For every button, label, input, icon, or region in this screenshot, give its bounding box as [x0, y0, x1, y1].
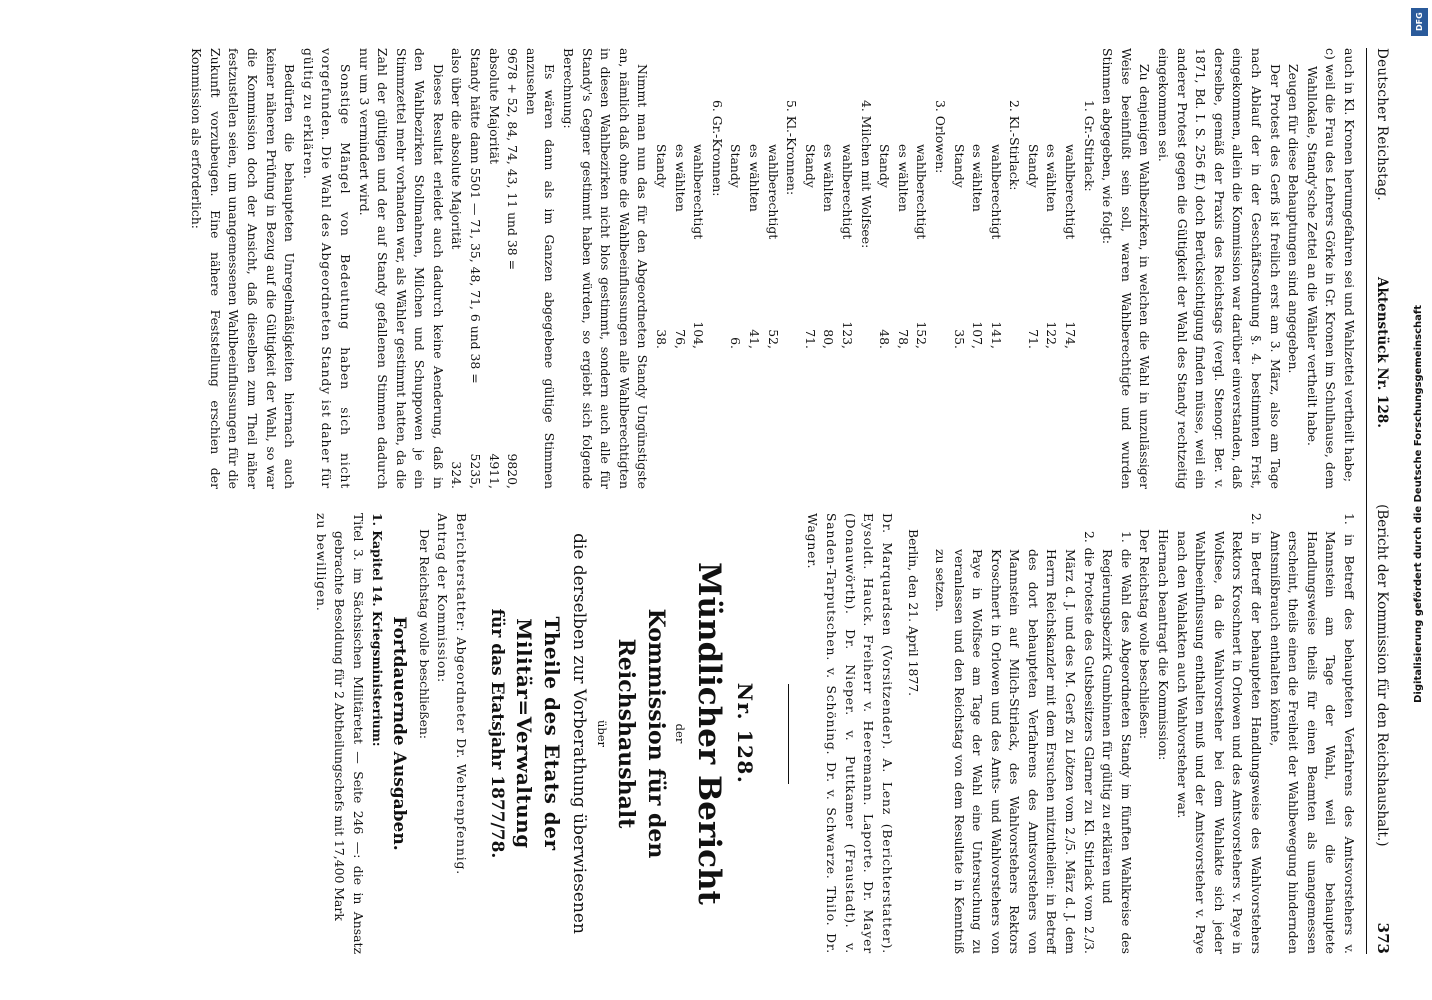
paragraph: auch in Kl. Kronen herumgefahren sei und Wahlzettel vertheilt habe; [1342, 48, 1357, 483]
row-value: 141, [988, 321, 1004, 349]
row-value: 48. [877, 329, 893, 349]
chapter-heading: 1. Kapitel 14. Kriegsministerium: [369, 513, 385, 747]
calc-value: 4911, [486, 453, 502, 489]
paragraph: Zeugen für diese Behauptungen sind angegeben. [1286, 64, 1302, 374]
district-name: 1. Gr.-Stirlack: [1081, 100, 1097, 192]
district-list [651, 48, 1097, 489]
reporter-line: Berichterstatter: Abgeordneter Dr. Wehrenpfennig. [454, 513, 469, 875]
calculation [447, 48, 521, 489]
header-title: Deutscher Reichstag. [1374, 48, 1390, 201]
row-label: Standy [1025, 144, 1041, 188]
district [875, 48, 949, 489]
commission-title: Kommission für den Reichshaushalt [612, 608, 669, 859]
row-label: es wählten [895, 144, 911, 212]
paragraph: Der Reichstag wolle beschließen: [1137, 529, 1153, 740]
district [949, 48, 1023, 489]
row-label: Standy [654, 144, 670, 188]
header-rule [1366, 48, 1367, 954]
left-column [38, 48, 1358, 489]
calc-value: 324. [449, 461, 465, 489]
row-label: wahlberechtigt [1063, 144, 1079, 240]
list-item: 1. in Betreff des behaupteten Verfahrens des Amtsvorstehers v. Mannstein am Tage der Wahl, weil die behauptete Handlungsweise theils für einen Beamten als unangemessen erscheint, theils einen die Freiheit der Wahlbewegung hindernden Amtsmißbrauch enthalten könnte, [1267, 513, 1357, 954]
row-label: Standy [951, 144, 967, 188]
paragraph: Sonstige Mängel von Bedeutung haben sich nicht vorgefunden. Die Wahl des Abgeordneten Standy ist daher für gültig zu erklären. [300, 48, 353, 489]
row-value: 52, [765, 329, 781, 349]
section-heading: Fortdauernde Ausgaben. [389, 616, 410, 851]
title-connector: über [594, 719, 609, 748]
row-label: es wählten [1044, 144, 1060, 212]
signatories: Dr. Marquardsen (Vorsitzender). A. Lenz (Berichterstatter). Eysoldt. Hauck. Freiherr v. Heeremann. Laporte. Dr. Mayer (Donauwörth). Dr. Nieper. v. Puttkamer (Fraustadt). v. Sanden-Tarputschen. v. Schöning. Dr. v. Schwarze. Thilo. Dr. Wagner. [805, 513, 895, 954]
list-item: 1. die Wahl des Abgeordneten Standy im fünften Wahlkreise des Regierungsbezirk Gumbinnen für gültig zu erklären und [1100, 531, 1134, 954]
paragraph: Nimmt man nun das für den Abgeordneten Standy Ungünstigste an, nämlich daß ohne die Wahlbeeinflussungen alle Wahlberechtigten in diesen Wahlbezirken nicht blos gestimmt, sondern auch alle für Standy's Gegner gestimmt haben würden, so ergiebt sich folgende Berechnung: [561, 48, 651, 489]
row-label: es wählten [821, 144, 837, 212]
row-label: Standy [802, 144, 818, 188]
calc-label: absolute Majorität [486, 48, 502, 164]
row-label: wahlberechtigt [914, 144, 930, 240]
district-name: 3. Orlowen: [932, 100, 948, 174]
right-column [38, 513, 1358, 954]
paragraph: Der Reichstag wolle beschließen: [416, 529, 432, 740]
row-value: 107, [970, 321, 986, 349]
title-line: die derselben zur Vorberathung überwiesenen [569, 533, 589, 934]
district [651, 48, 725, 489]
row-label: es wählten [970, 144, 986, 212]
paragraph: Der Protest des Gerß ist freilich erst am 3. März, also am Tage nach Ablauf der in der Geschäftsordnung §. 4. bestimmten Frist, eingekommen, allein die Kommission war darüber einverstanden, daß derselbe, gemäß der Praxis des Reichstags (vergl. Stenogr. Ber. v. 1871, Bd. I. S. 256 ff.) doch Berücksichtigung finden müsse, weil ein anderer Protest gegen die Gültigkeit der Wahl des Standy rechtzeitig eingekommen sei. [1156, 48, 1283, 489]
list-item: 2. die Proteste des Gutsbesitzers Glarner zu Kl. Stirlack vom 2./3. März d. J. und des M. Gerß zu Lötzen vom 2./5. März d. J. dem Herrn Reichskanzler mit dem Ersuchen mitzutheilen: in Betreff des dort behaupteten Verfahrens des Amtsvorstehers von Mannstein auf Milch-Stirlack, des Wahlvorstehers Rektors Kroschnert in Orlowen und des Amts- und Wahlvorstehers von Paye in Wolfsee am Tage der Wahl eine Untersuchung zu veranlassen und den Reichstag von dem Resultate in Kenntniß zu setzen. [932, 531, 1097, 954]
row-label: Standy [877, 144, 893, 188]
row-value: 122, [1044, 321, 1060, 349]
calc-label: also über die absolute Majorität [449, 48, 465, 250]
row-label: es wählten [672, 144, 688, 212]
calc-value: 9820, [505, 453, 521, 489]
row-label: es wählten [747, 144, 762, 212]
paragraph: Bedürfen die behaupteten Unregelmäßigkeiten hiernach auch keiner näheren Prüfung in Bezug auf die Gültigkeit der Wahl, so war die Kommission doch der Ansicht, daß dieselben zum Theil näher festzustellen seien, um unangemessenen Wahlbeeinflussungen für die Zukunft vorzubeugen. Eine nähere Feststellung erschien der Kommission als erforderlich: [189, 48, 298, 489]
row-value: 35. [951, 329, 967, 349]
row-label: wahlberechtigt [691, 144, 707, 240]
report-title: Mündlicher Bericht [691, 562, 728, 905]
district [1023, 48, 1097, 489]
document-number: Nr. 128. [732, 682, 757, 785]
divider [788, 684, 789, 784]
row-value: 123, [839, 321, 855, 349]
district [726, 48, 800, 489]
district-name: 5. Kl.-Kronnen: [784, 100, 800, 196]
motion-heading: Antrag der Kommission: [435, 513, 451, 683]
paragraph: Hiernach beantragt die Kommission: [1156, 529, 1172, 761]
row-value: 78, [895, 329, 911, 349]
row-value: 76, [672, 329, 688, 349]
paragraph: Es wären dann als im Ganzen abgegebene gültige Stimmen anzusehen [523, 48, 558, 489]
page-number: 373 [1374, 922, 1392, 954]
list-item: Titel 3. im Sächsischen Militäretat — Seite 246 —: die in Ansatz gebrachte Besoldung für 2 Abtheilungschefs mit 17,400 Mark [332, 513, 367, 954]
calc-label: 9678 + 52, 84, 74, 43, 11 und 38 = [505, 48, 521, 270]
row-value: 152, [914, 321, 930, 349]
row-label: wahlberechtigt [988, 144, 1004, 240]
district-name: 2. Kl.-Stirlack: [1007, 100, 1023, 191]
row-value: 80, [821, 329, 837, 349]
row-label: wahlberechtigt [765, 144, 781, 240]
row-value: 104, [691, 321, 707, 349]
row-label: wahlberechtigt [839, 144, 855, 240]
row-value: 6. [728, 337, 744, 349]
list-item: 2. in Betreff der behaupteten Handlungsweise des Wahlvorstehers Rektors Kroschnert in Orlowen und des Amtsvorstehers v. Paye in Wolfsee, da die Wahlvorsteher bei dem Wahlakte sich jeder Wahlbeeinflussung enthalten muß und der Amtsvorsteher v. Paye nach den Wahlakten auch Wahlvorsteher war. [1174, 513, 1265, 954]
row-label: Standy [728, 144, 744, 188]
row-value: 38. [654, 329, 670, 349]
paragraph: Zu denjenigen Wahlbezirken, in welchen die Wahl in unzulässiger Weise beeinflußt sein soll, waren Wahlberechtigte und wurden Stimmen abgegeben, wie folgt: [1100, 48, 1153, 489]
district-name: 6. Gr.-Kronnen: [709, 100, 725, 197]
title-line: für das Etatsjahr 1877/78. [487, 608, 507, 859]
scanned-page [18, 20, 1414, 980]
paragraph: Dieses Resultat erleidet auch dadurch keine Aenderung, daß in den Wahlbezirken Stollmahnen, Milchen und Schuppowen je ein Stimmzettel mehr vorhanden war, als Wähler gestimmt hatten, da die Zahl der gültigen und der auf Standy gefallenen Stimmen dadurch nur um 3 vermindert wird. [356, 48, 446, 489]
list-item: c) weil die Frau des Lehrers Görke in Gr. Kronen im Schulhause, dem Wahllokale, Standy'sche Zettel an die Wähler vertheilt habe. [1304, 48, 1339, 489]
paragraph: zu bewilligen. [313, 513, 329, 612]
row-value: 71. [802, 329, 818, 349]
digitization-note [1404, 8, 1432, 1000]
header-section: (Bericht der Kommission für den Reichshaushalt.) [1374, 504, 1390, 847]
digitization-note-text: Digitalisierung gefördert durch die Deutsche Forschungsgemeinschaft [1412, 305, 1424, 703]
date-line: Berlin, den 21. April 1877. [906, 529, 922, 697]
title-line: Theile des Etats der Militär=Verwaltung [512, 616, 564, 851]
district [800, 48, 874, 489]
calc-value: 5235, [468, 453, 484, 489]
calc-label: Standy hätte dann 5501 — 71, 35, 48, 71, 6 und 38 = [468, 48, 484, 384]
header-document-number: Aktenstück Nr. 128. [1374, 277, 1390, 428]
title-connector: der [673, 723, 688, 744]
dfg-logo: DFG [1411, 8, 1428, 36]
district-name: 4. Milchen mit Wolfsee: [858, 100, 874, 249]
row-value: 71. [1025, 329, 1041, 349]
row-value: 174, [1063, 321, 1079, 349]
page-header [1370, 48, 1392, 954]
row-value: 41, [747, 329, 762, 349]
